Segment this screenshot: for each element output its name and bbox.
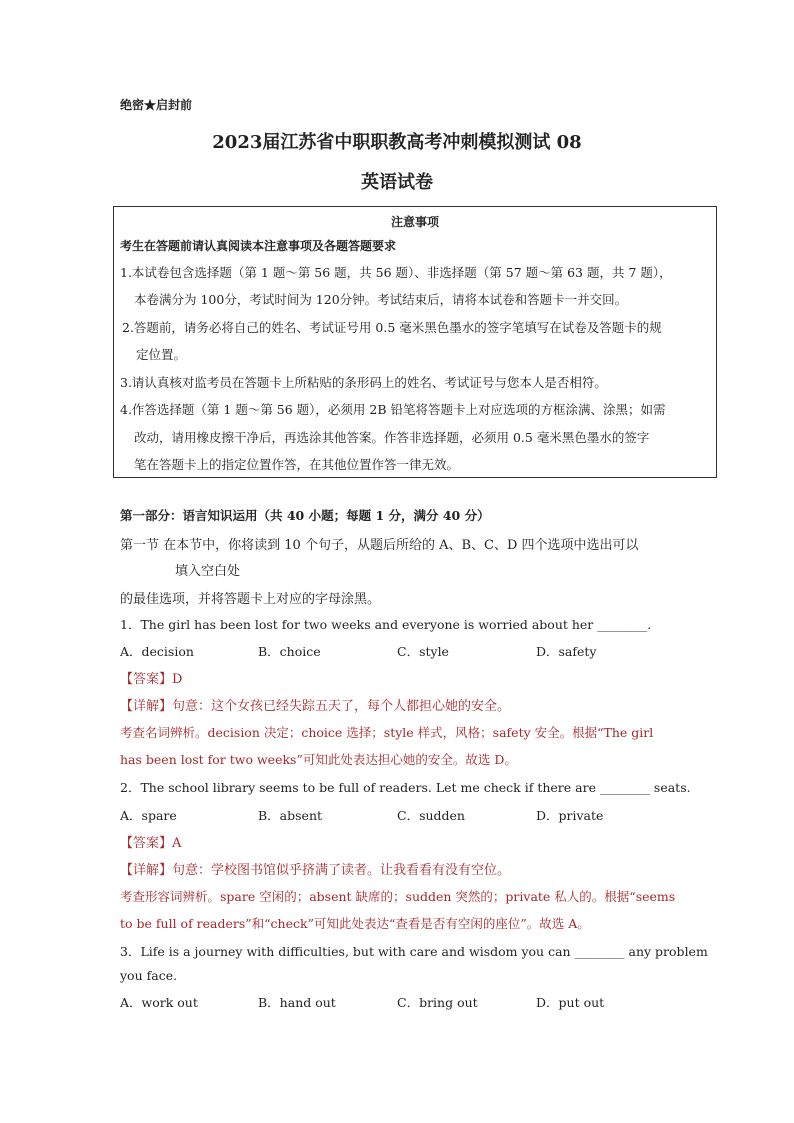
answer-label: 【答案】A (120, 836, 182, 851)
option-d: D．private (536, 808, 604, 823)
option-b: B．choice (258, 644, 321, 659)
exam-subtitle: 英语试卷 (361, 172, 433, 193)
explanation-text: 考查名词辨析。decision 决定；choice 选择；style 样式，风格；safety 安全。根据“The girl (120, 725, 654, 740)
notice-box (113, 206, 717, 478)
option-b: B．absent (258, 808, 323, 823)
notice-line: 3.请认真核对监考员在答题卡上所粘贴的条形码上的姓名、考试证号与您本人是否相符。 (120, 375, 607, 390)
explanation-text: has been lost for two weeks”可知此处表达担心她的安全。故选 D。 (120, 752, 517, 767)
answer-label: 【答案】D (120, 672, 183, 687)
option-c: C．sudden (397, 808, 465, 823)
section-instruction: 填入空白处 (175, 564, 241, 579)
notice-line: 4.作答选择题（第 1 题～第 56 题），必须用 2B 铅笔将答题卡上对应选项的方框涂满、涂黑；如需 (120, 402, 666, 417)
secret-label: 绝密★启封前 (120, 98, 193, 112)
question-stem: 2．The school library seems to be full of readers. Let me check if there are ________ seats. (120, 780, 691, 795)
option-a: A．spare (120, 808, 177, 823)
option-d: D．safety (536, 644, 597, 659)
option-a: A．decision (120, 644, 194, 659)
option-c: C．bring out (397, 995, 478, 1010)
exam-title: 2023届江苏省中职职教高考冲刺模拟测试 08 (212, 132, 582, 153)
section-instruction: 的最佳选项，并将答题卡上对应的字母涂黑。 (120, 592, 381, 607)
notice-subheading: 考生在答题前请认真阅读本注意事项及各题答题要求 (120, 239, 397, 253)
detail-text: 【详解】句意：学校图书馆似乎挤满了读者。让我看看有没有空位。 (120, 863, 511, 878)
explanation-text: 考查形容词辨析。spare 空闲的；absent 缺席的；sudden 突然的；private 私人的。根据“seems (120, 889, 676, 904)
section-instruction: 第一节 在本节中，你将读到 10 个句子，从题后所给的 A、B、C、D 四个选项中选出可以 (120, 538, 639, 553)
question-stem: you face. (120, 968, 178, 983)
notice-heading: 注意事项 (390, 215, 439, 229)
detail-text: 【详解】句意：这个女孩已经失踪五天了，每个人都担心她的安全。 (120, 699, 511, 714)
explanation-text: to be full of readers”和“check”可知此处表达“查看是否有空闲的座位”。故选 A。 (120, 916, 590, 931)
option-b: B．hand out (258, 995, 336, 1010)
notice-line: 定位置。 (136, 347, 187, 362)
notice-line: 改动，请用橡皮擦干净后，再选涂其他答案。作答非选择题，必须用 0.5 毫米黑色墨水的签字 (134, 430, 650, 445)
question-stem: 1．The girl has been lost for two weeks and everyone is worried about her ________. (120, 617, 652, 632)
question-stem: 3．Life is a journey with difficulties, but with care and wisdom you can ________ any problem (120, 944, 708, 959)
notice-line: 2.答题前，请务必将自己的姓名、考试证号用 0.5 毫米黑色墨水的签字笔填写在试卷及答题卡的规 (122, 320, 662, 335)
notice-line: 1.本试卷包含选择题（第 1 题～第 56 题，共 56 题）、非选择题（第 57 题～第 63 题，共 7 题）， (120, 265, 672, 280)
option-a: A．work out (120, 995, 198, 1010)
part1-heading: 第一部分：语言知识运用（共 40 小题；每题 1 分，满分 40 分） (120, 508, 490, 523)
option-d: D．put out (536, 995, 605, 1010)
notice-line: 本卷满分为 100分，考试时间为 120分钟。考试结束后，请将本试卷和答题卡一并交回。 (134, 292, 628, 307)
notice-line: 笔在答题卡上的指定位置作答，在其他位置作答一律无效。 (134, 457, 460, 472)
option-c: C．style (397, 644, 449, 659)
